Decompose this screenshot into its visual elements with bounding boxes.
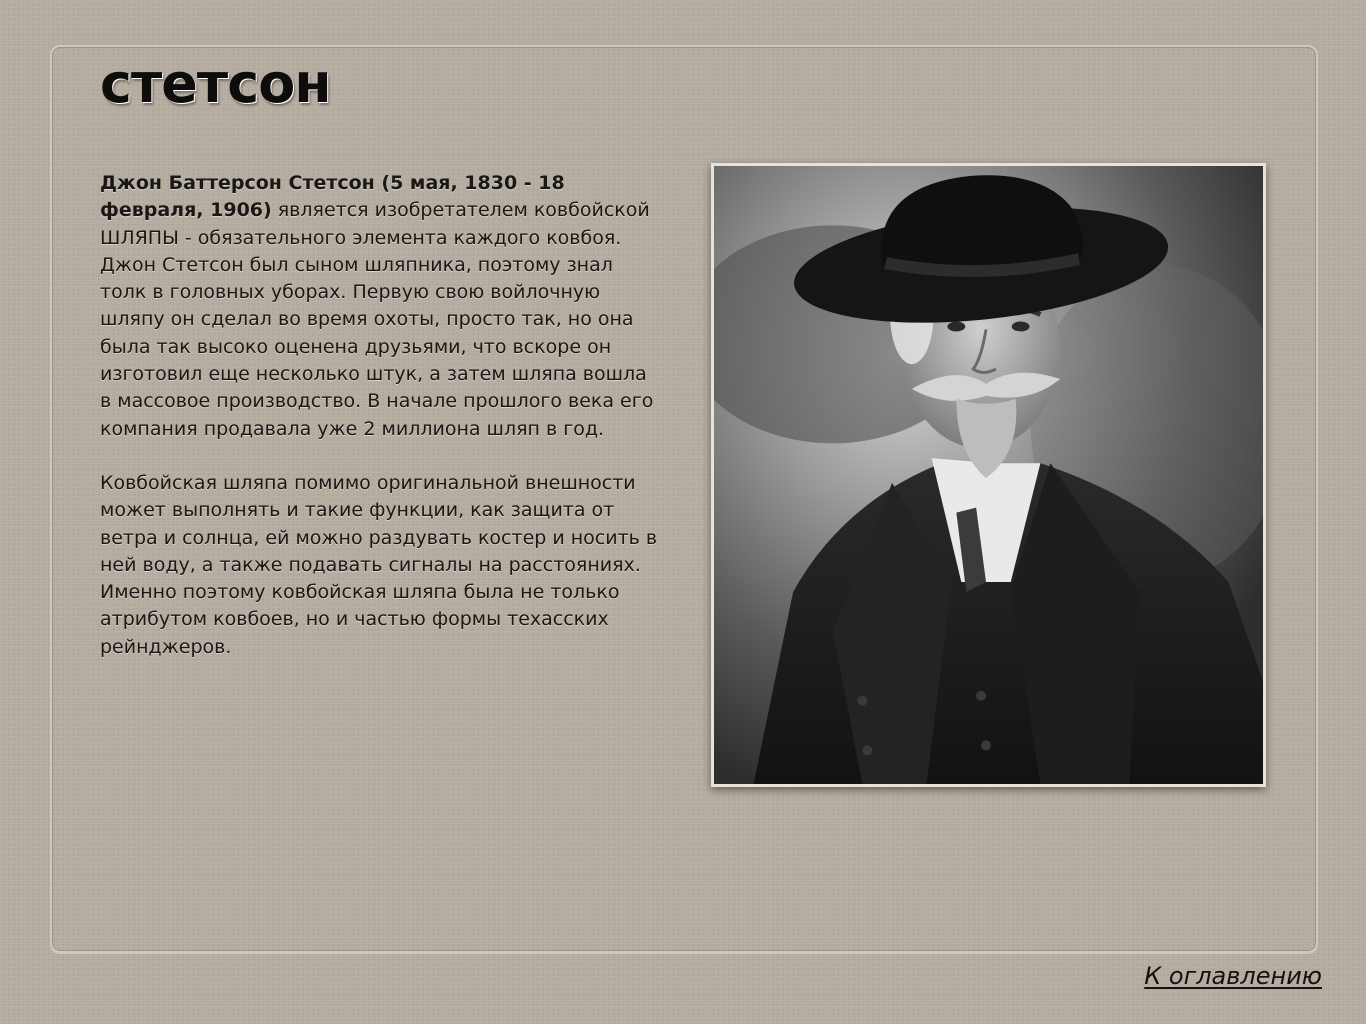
table-of-contents-link[interactable]: К оглавлению [1144, 962, 1322, 990]
paragraph-hat-functions: Ковбойская шляпа помимо оригинальной внешности может выполнять и такие функции, как защита от ветра и солнца, ей можно раздувать костер и носить в ней воду, а также подавать сигналы на расстояниях. Именно поэтому ковбойская шляпа была не только атрибутом ковбоев, но и частью формы техасских рейнджеров. [100, 471, 658, 658]
paragraph-biography [100, 170, 660, 443]
portrait-photo [711, 163, 1266, 787]
body-text [100, 170, 660, 688]
portrait-image [714, 166, 1263, 784]
slide-title: стетсон [100, 52, 331, 115]
biography-name-dates: Джон Баттерсон Стетсон (5 мая, 1830 - 18 февраля, 1906) [100, 172, 565, 222]
biography-text: является изобретателем ковбойской ШЛЯПЫ - обязательного элемента каждого ковбоя. Джон Стетсон был сыном шляпника, поэтому знал толк в головных уборах. Первую свою войлочную шляпу он сделал во время охоты, просто так, но она была так высоко оценена друзьями, что вскоре он изготовил еще несколько штук, а затем шляпа вошла в массовое производство. В начале прошлого века его компания продавала уже 2 миллиона шляп в год. [100, 199, 654, 440]
